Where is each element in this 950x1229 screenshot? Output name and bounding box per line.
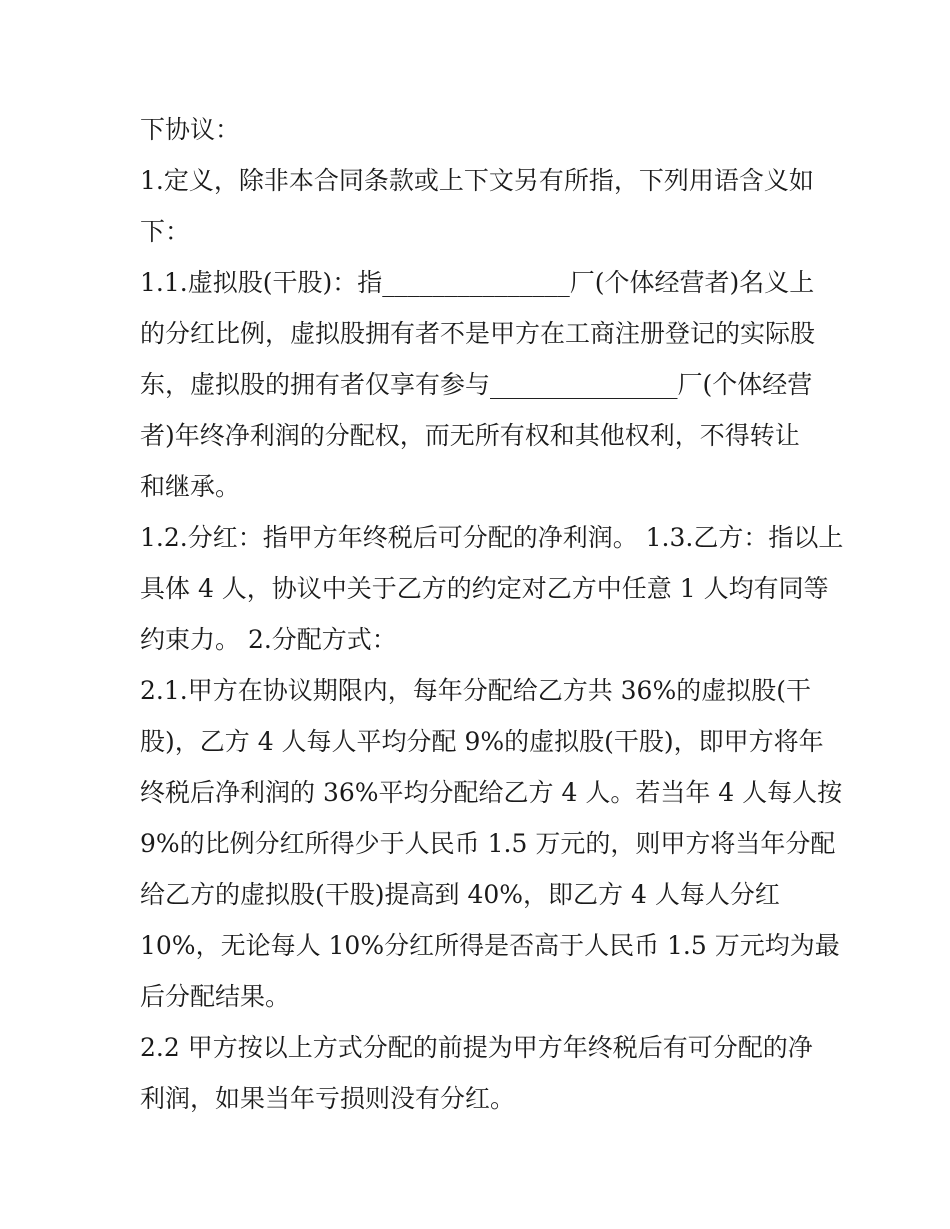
text-line: 者)年终净利润的分配权，而无所有权和其他权利，不得转让	[140, 421, 800, 450]
text-line: 东，虚拟股的拥有者仅享有参与_______________厂(个体经营	[140, 370, 813, 399]
text-line: 后分配结果。	[140, 982, 291, 1011]
text-line: 给乙方的虚拟股(干股)提高到 40%，即乙方 4 人每人分红	[140, 880, 780, 909]
text-line: 10%，无论每人 10%分红所得是否高于人民币 1.5 万元均为最	[140, 931, 840, 960]
text-line: 股)，乙方 4 人每人平均分配 9%的虚拟股(干股)，即甲方将年	[140, 727, 824, 756]
text-line: 下：	[140, 217, 191, 246]
text-line: 1.定义，除非本合同条款或上下文另有所指，下列用语含义如	[140, 166, 814, 195]
text-line: 2.1.甲方在协议期限内，每年分配给乙方共 36%的虚拟股(干	[140, 676, 811, 705]
text-line: 利润，如果当年亏损则没有分红。	[140, 1084, 516, 1113]
text-line: 1.2.分红：指甲方年终税后可分配的净利润。 1.3.乙方：指以上	[140, 523, 844, 552]
text-line: 约束力。 2.分配方式：	[140, 625, 397, 654]
text-line: 和继承。	[140, 472, 241, 501]
text-line: 具体 4 人，协议中关于乙方的约定对乙方中任意 1 人均有同等	[140, 574, 829, 603]
text-line: 的分红比例，虚拟股拥有者不是甲方在工商注册登记的实际股	[140, 319, 816, 348]
text-line: 9%的比例分红所得少于人民币 1.5 万元的，则甲方将当年分配	[140, 829, 836, 858]
text-line: 1.1.虚拟股(干股)：指_______________厂(个体经营者)名义上	[140, 268, 815, 297]
text-line: 2.2 甲方按以上方式分配的前提为甲方年终税后有可分配的净	[140, 1033, 813, 1062]
text-line: 终税后净利润的 36%平均分配给乙方 4 人。若当年 4 人每人按	[140, 778, 843, 807]
text-line: 下协议：	[140, 115, 241, 144]
document-body	[140, 104, 844, 1124]
